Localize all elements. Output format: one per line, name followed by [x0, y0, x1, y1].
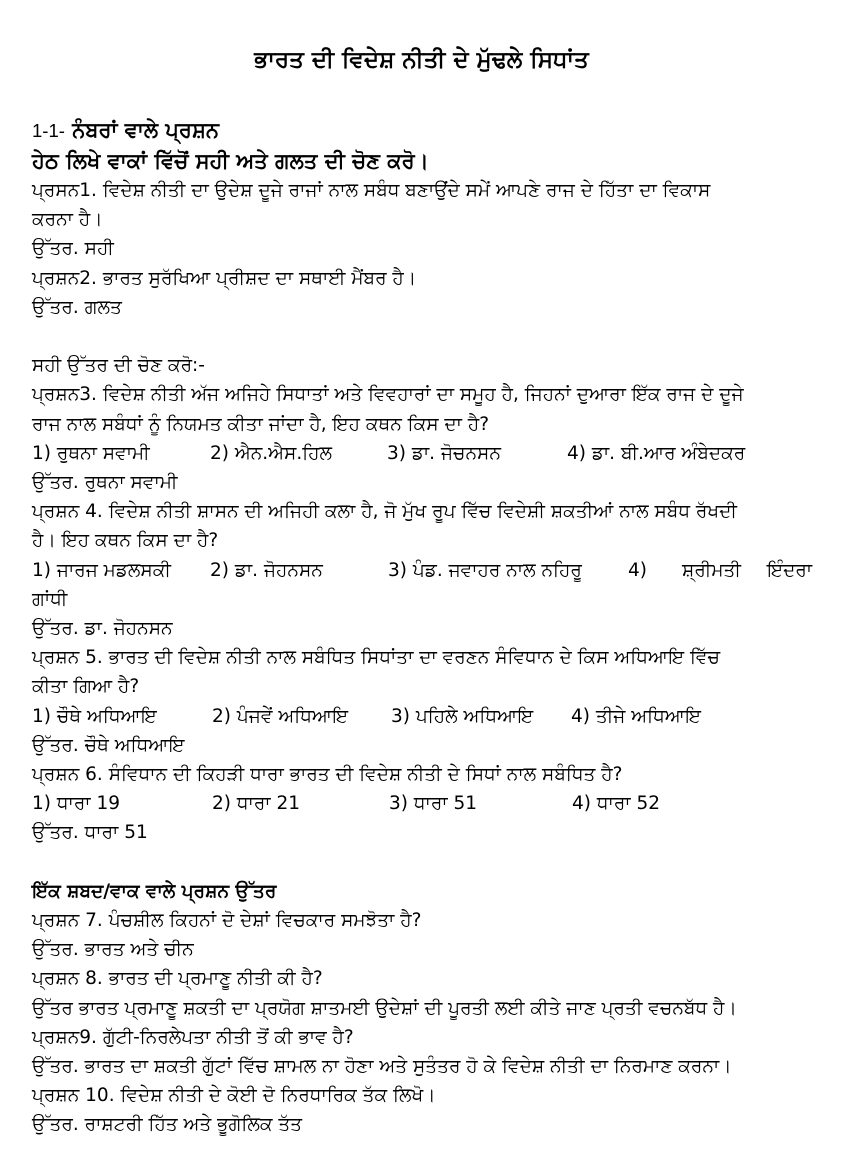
question-2: ਪ੍ਰਸ਼ਨ2. ਭਾਰਤ ਸੁਰੱਖਿਆ ਪ੍ਰੀਸ਼ਦ ਦਾ ਸਥਾਈ ਮੈਂਬਰ ਹੈ। [32, 267, 417, 289]
option: 2) ਡਾ. ਜੋਹਨਸਨ [210, 559, 323, 581]
section-1-heading [32, 115, 822, 146]
section-3-heading: ਇੱਕ ਸ਼ਬਦ/ਵਾਕ ਵਾਲੇ ਪ੍ਰਸ਼ਨ ਉੱਤਰ [32, 880, 277, 902]
question-4-options [32, 556, 822, 585]
answer-2: ਉੱਤਰ. ਗਲਤ [32, 296, 122, 318]
option: 3) ਪੰਡ. ਜਵਾਹਰ ਨਾਲ ਨਹਿਰੂ [388, 559, 582, 581]
answer-7: ਉੱਤਰ. ਭਾਰਤ ਅਤੇ ਚੀਨ [32, 939, 194, 961]
question-6-options [32, 789, 822, 818]
option: 3) ਧਾਰਾ 51 [389, 793, 477, 815]
option: 1) ਜਾਰਜ ਮਡਲਸਕੀ [32, 559, 171, 581]
question-1-continued: ਕਰਨਾ ਹੈ। [32, 209, 103, 231]
option: 2) ਐਨ.ਐਸ.ਹਿਲ [210, 442, 333, 464]
question-3-options [32, 439, 822, 468]
answer-4: ਉੱਤਰ. ਡਾ. ਜੋਹਨਸਨ [32, 618, 173, 640]
option: 1) ਧਾਰਾ 19 [32, 793, 120, 815]
option: 2) ਧਾਰਾ 21 [212, 793, 300, 815]
mcq-instruction: ਸਹੀ ਉੱਤਰ ਦੀ ਚੋਣ ਕਰੋ:- [32, 355, 205, 377]
question-3-continued: ਰਾਜ ਨਾਲ ਸਬੰਧਾਂ ਨੂੰ ਨਿਯਮਤ ਕੀਤਾ ਜਾਂਦਾ ਹੈ, ਇਹ ਕਥਨ ਕਿਸ ਦਾ ਹੈ? [32, 413, 490, 435]
option: 4) ਧਾਰਾ 52 [572, 793, 660, 815]
option: 1) ਰੁਥਨਾ ਸਵਾਮੀ [32, 442, 150, 464]
option: 2) ਪੰਜਵੇਂ ਅਧਿਆਇ [212, 705, 349, 727]
option: 4) ਤੀਜੇ ਅਧਿਆਇ [571, 705, 701, 727]
question-5-options [32, 702, 822, 731]
true-false-instruction: ਹੇਠ ਲਿਖੇ ਵਾਕਾਂ ਵਿੱਚੋਂ ਸਹੀ ਅਤੇ ਗਲਤ ਦੀ ਚੋਣ ਕਰੋ। [32, 149, 429, 173]
question-7: ਪ੍ਰਸ਼ਨ 7. ਪੰਚਸ਼ੀਲ ਕਿਹਨਾਂ ਦੋ ਦੇਸ਼ਾਂ ਵਿਚਕਾਰ ਸਮਝੋਤਾ ਹੈ? [32, 910, 422, 932]
spacer [32, 322, 822, 351]
option: 4) [628, 559, 647, 581]
document-body [32, 115, 822, 1140]
question-3: ਪ੍ਰਸ਼ਨ3. ਵਿਦੇਸ਼ ਨੀਤੀ ਅੱਜ ਅਜਿਹੇ ਸਿਧਾਤਾਂ ਅਤੇ ਵਿਵਹਾਰਾਂ ਦਾ ਸਮੂਹ ਹੈ, ਜਿਹਨਾਂ ਦੁਆਰਾ ਇੱਕ ਰਾਜ ਦੇ ਦੂਜੇ [32, 384, 744, 406]
answer-1: ਉੱਤਰ. ਸਹੀ [32, 238, 114, 260]
question-5: ਪ੍ਰਸ਼ਨ 5. ਭਾਰਤ ਦੀ ਵਿਦੇਸ਼ ਨੀਤੀ ਨਾਲ ਸਬੰਧਿਤ ਸਿਧਾਂਤਾ ਦਾ ਵਰਣਨ ਸੰਵਿਧਾਨ ਦੇ ਕਿਸ ਅਧਿਆਇ ਵਿੱਚ [32, 647, 720, 669]
spacer [32, 848, 822, 877]
answer-3: ਉੱਤਰ. ਰੁਥਨਾ ਸਵਾਮੀ [32, 472, 178, 494]
answer-6: ਉੱਤਰ. ਧਾਰਾ 51 [32, 822, 148, 844]
section-1-title: ਨੰਬਰਾਂ ਵਾਲੇ ਪ੍ਰਸ਼ਨ [72, 118, 220, 142]
section-1-number: 1-1- [32, 120, 65, 141]
option: 3) ਪਹਿਲੇ ਅਧਿਆਇ [391, 705, 534, 727]
question-10: ਪ੍ਰਸ਼ਨ 10. ਵਿਦੇਸ਼ ਨੀਤੀ ਦੇ ਕੋਈ ਦੋ ਨਿਰਧਾਰਿਕ ਤੱਕ ਲਿਖੋ। [32, 1085, 436, 1107]
option: ਸ਼੍ਰੀਮਤੀ [682, 559, 741, 581]
option: 1) ਚੌਥੇ ਅਧਿਆਇ [32, 705, 157, 727]
option: 3) ਡਾ. ਜੋਚਨਸਨ [387, 442, 501, 464]
question-4-options-continued: ਗਾਂਧੀ [32, 588, 68, 610]
question-4-continued: ਹੈ। ਇਹ ਕਥਨ ਕਿਸ ਦਾ ਹੈ? [32, 530, 219, 552]
answer-9: ਉੱਤਰ. ਭਾਰਤ ਦਾ ਸ਼ਕਤੀ ਗੁੱਟਾਂ ਵਿੱਚ ਸ਼ਾਮਲ ਨਾ ਹੋਣਾ ਅਤੇ ਸੁਤੰਤਰ ਹੋ ਕੇ ਵਿਦੇਸ਼ ਨੀਤੀ ਦਾ ਨਿਰਮਾਣ ਕਰਨਾ। [32, 1056, 732, 1078]
page-title: ਭਾਰਤ ਦੀ ਵਿਦੇਸ਼ ਨੀਤੀ ਦੇ ਮੁੱਢਲੇ ਸਿਧਾਂਤ [254, 47, 589, 73]
answer-8: ਉੱਤਰ ਭਾਰਤ ਪ੍ਰਮਾਣੂ ਸ਼ਕਤੀ ਦਾ ਪ੍ਰਯੋਗ ਸ਼ਾਤਮਈ ਉਦੇਸ਼ਾਂ ਦੀ ਪੂਰਤੀ ਲਈ ਕੀਤੇ ਜਾਣ ਪ੍ਰਤੀ ਵਚਨਬੱਧ ਹੈ। [32, 997, 737, 1019]
option: ਇੰਦਰਾ [767, 559, 813, 581]
question-1: ਪ੍ਰਸਨ1. ਵਿਦੇਸ਼ ਨੀਤੀ ਦਾ ਉਦੇਸ਼ ਦੂਜੇ ਰਾਜਾਂ ਨਾਲ ਸਬੰਧ ਬਣਾਉਂਦੇ ਸਮੇਂ ਆਪਣੇ ਰਾਜ ਦੇ ਹਿੱਤਾ ਦਾ ਵਿਕਾਸ [32, 180, 711, 201]
option: 4) ਡਾ. ਬੀ.ਆਰ ਅੰਬੇਦਕਰ [567, 442, 746, 464]
question-8: ਪ੍ਰਸ਼ਨ 8. ਭਾਰਤ ਦੀ ਪ੍ਰਮਾਣੂ ਨੀਤੀ ਕੀ ਹੈ? [32, 968, 323, 990]
answer-5: ਉੱਤਰ. ਚੌਥੇ ਅਧਿਆਇ [32, 734, 185, 756]
question-5-continued: ਕੀਤਾ ਗਿਆ ਹੈ? [32, 676, 140, 698]
question-4: ਪ੍ਰਸ਼ਨ 4. ਵਿਦੇਸ਼ ਨੀਤੀ ਸ਼ਾਸਨ ਦੀ ਅਜਿਹੀ ਕਲਾ ਹੈ, ਜੋ ਮੁੱਖ ਰੂਪ ਵਿੱਚ ਵਿਦੇਸ਼ੀ ਸ਼ਕਤੀਆਂ ਨਾਲ ਸਬੰਧ ਰੱਖਦੀ [32, 501, 737, 523]
answer-10: ਉੱਤਰ. ਰਾਸ਼ਟਰੀ ਹਿੱਤ ਅਤੇ ਭੂਗੋਲਿਕ ਤੱਤ [32, 1114, 303, 1136]
question-6: ਪ੍ਰਸ਼ਨ 6. ਸੰਵਿਧਾਨ ਦੀ ਕਿਹੜੀ ਧਾਰਾ ਭਾਰਤ ਦੀ ਵਿਦੇਸ਼ ਨੀਤੀ ਦੇ ਸਿਧਾਂ ਨਾਲ ਸਬੰਧਿਤ ਹੈ? [32, 764, 623, 786]
question-9: ਪ੍ਰਸ਼ਨ9. ਗੁੱਟੀ-ਨਿਰਲੇਪਤਾ ਨੀਤੀ ਤੋਂ ਕੀ ਭਾਵ ਹੈ? [32, 1026, 354, 1048]
